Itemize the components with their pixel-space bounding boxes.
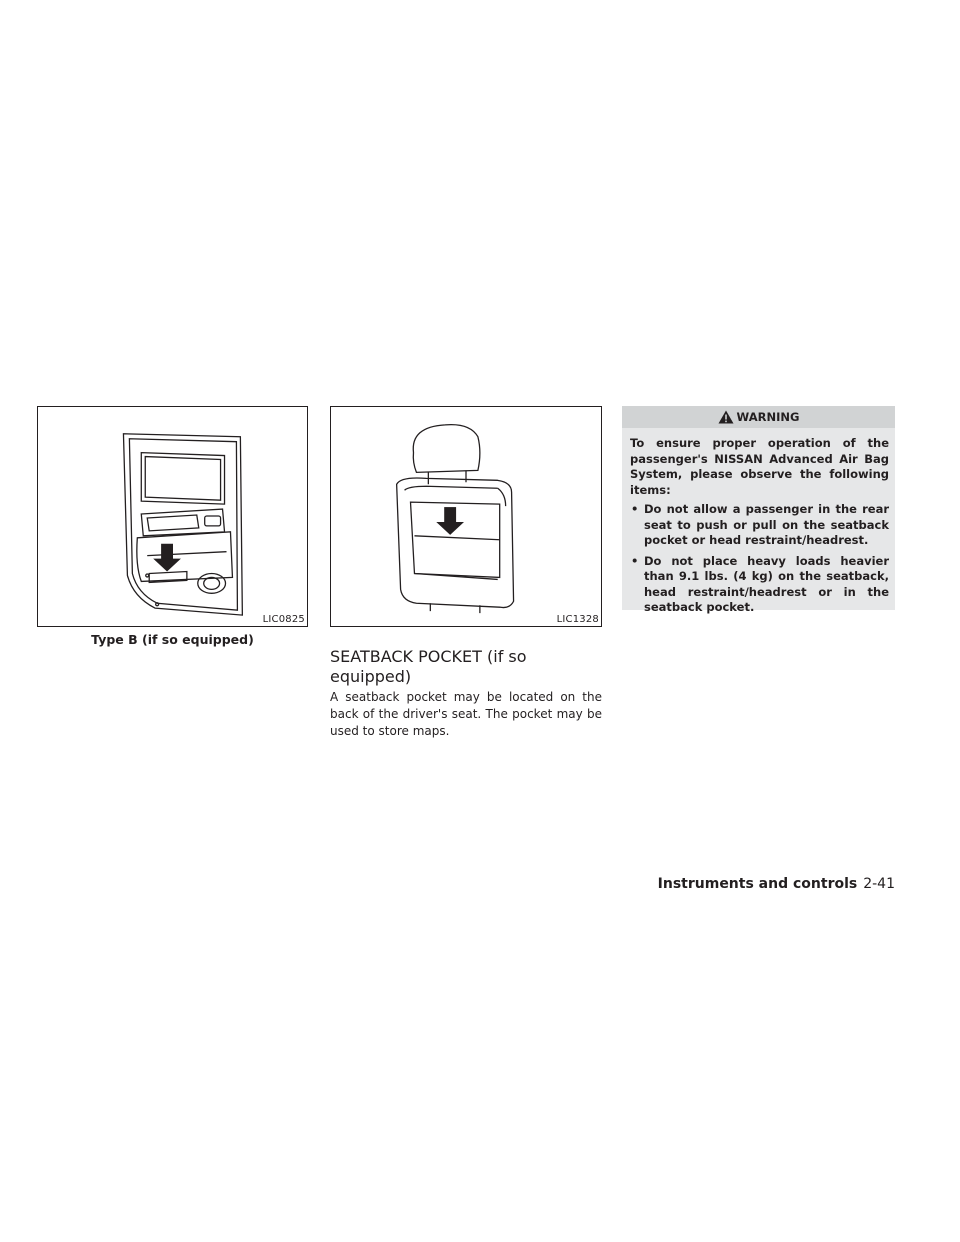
figure-seatback-pocket xyxy=(330,406,602,627)
warning-item-text: Do not place heavy loads heavier than 9.1 lbs. (4 kg) on the seatback, head restraint/headrest or in the seatback pocket. xyxy=(644,553,889,614)
warning-body xyxy=(630,436,889,621)
warning-item-text: Do not allow a passenger in the rear seat to push or pull on the seatback pocket or head restraint/headrest. xyxy=(644,502,889,547)
warning-title: WARNING xyxy=(736,410,800,424)
warning-intro: To ensure proper operation of the passenger's NISSAN Advanced Air Bag System, please observe the following items: xyxy=(630,436,889,497)
warning-triangle-icon xyxy=(718,410,734,424)
down-arrow-icon xyxy=(153,544,181,572)
page-footer xyxy=(658,876,895,892)
down-arrow-icon xyxy=(436,507,464,535)
section-heading: SEATBACK POCKET (if so equipped) xyxy=(330,647,527,687)
figure-door-pocket xyxy=(37,406,308,627)
figure-code: LIC0825 xyxy=(262,614,305,625)
bullet-icon: • xyxy=(631,502,639,516)
seatback-pocket-illustration xyxy=(331,407,601,626)
warning-item xyxy=(630,554,889,616)
figure-code: LIC1328 xyxy=(556,614,599,625)
page-number: 2-41 xyxy=(863,876,895,892)
section-body: A seatback pocket may be located on the back of the driver's seat. The pocket may be used to store maps. xyxy=(330,690,602,738)
figure-caption: Type B (if so equipped) xyxy=(91,632,254,647)
warning-box xyxy=(622,406,895,614)
warning-item xyxy=(630,502,889,549)
bullet-icon: • xyxy=(631,553,639,568)
door-pocket-illustration xyxy=(38,407,307,626)
footer-section-title: Instruments and controls xyxy=(657,876,858,892)
warning-header xyxy=(622,406,895,428)
warning-list xyxy=(630,502,889,616)
